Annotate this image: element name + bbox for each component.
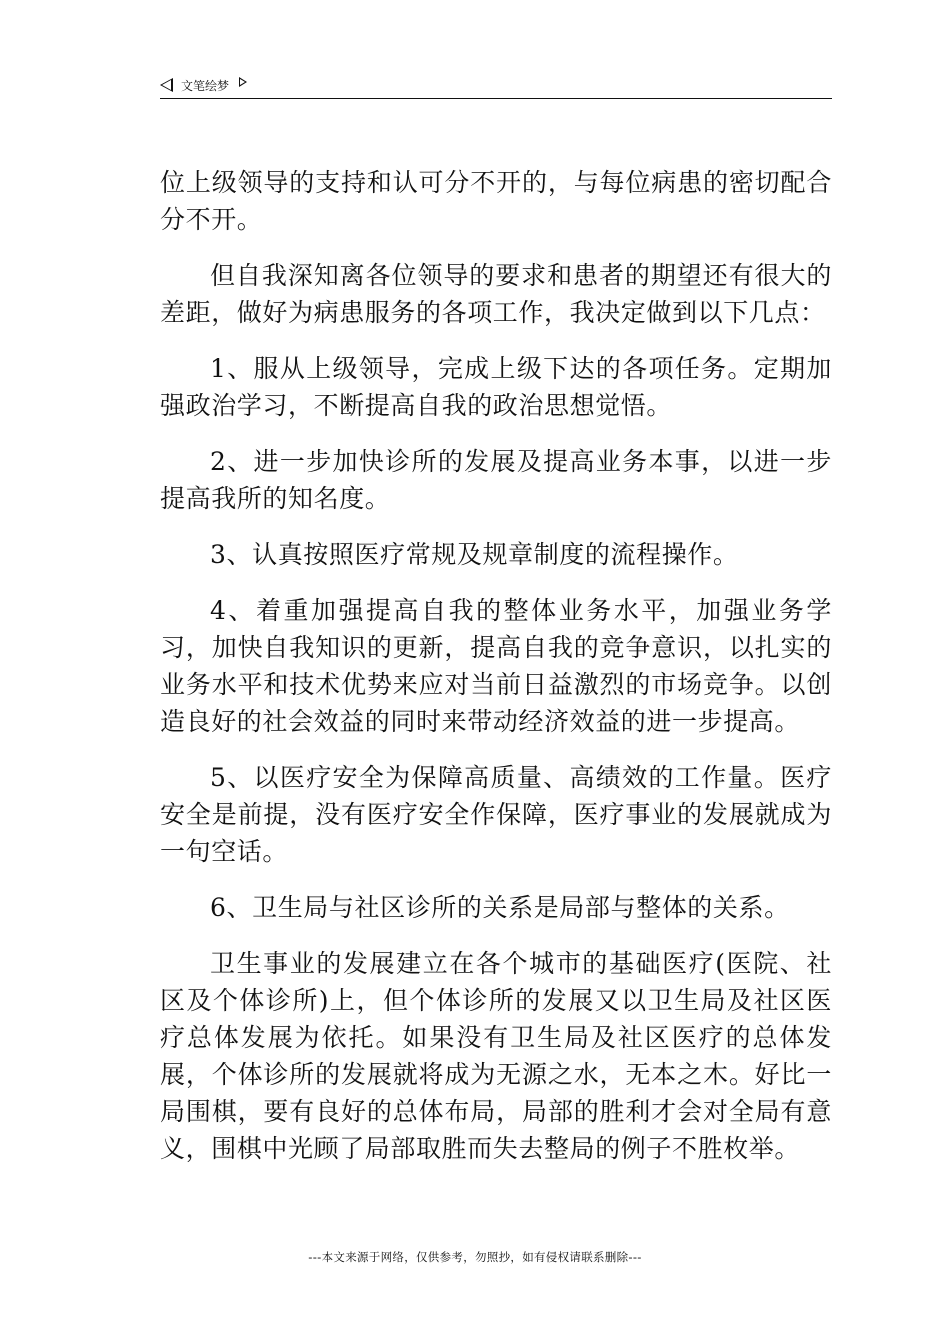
paragraph: 位上级领导的支持和认可分不开的，与每位病患的密切配合分不开。: [160, 168, 832, 234]
paragraph: 5、以医疗安全为保障高质量、高绩效的工作量。医疗安全是前提，没有医疗安全作保障，医疗事业的发展就成为一句空话。: [160, 763, 832, 866]
document-body: [160, 164, 832, 1184]
paragraph: 4、着重加强提高自我的整体业务水平，加强业务学习，加快自我知识的更新，提高自我的竞争意识，以扎实的业务水平和技术优势来应对当前日益激烈的市场竞争。以创造良好的社会效益的同时来带动经济效益的进一步提高。: [160, 596, 832, 736]
paragraph: 但自我深知离各位领导的要求和患者的期望还有很大的差距，做好为病患服务的各项工作，我决定做到以下几点：: [160, 261, 832, 327]
footer-disclaimer: ---本文来源于网络，仅供参考，勿照抄，如有侵权请联系删除---: [308, 1250, 642, 1264]
paragraph: 6、卫生局与社区诊所的关系是局部与整体的关系。: [210, 893, 790, 922]
paragraph: 2、进一步加快诊所的发展及提高业务本事，以进一步提高我所的知名度。: [160, 447, 832, 513]
page-header: [160, 74, 832, 96]
paragraph: 3、认真按照医疗常规及规章制度的流程操作。: [210, 540, 739, 569]
paragraph: 卫生事业的发展建立在各个城市的基础医疗(医院、社区及个体诊所)上，但个体诊所的发展又以卫生局及社区医疗总体发展为依托。如果没有卫生局及社区医疗的总体发展，个体诊所的发展就将成为无源之水，无本之木。好比一局围棋，要有良好的总体布局，局部的胜利才会对全局有意义，围棋中光顾了局部取胜而失去整局的例子不胜枚举。: [160, 949, 832, 1163]
triangle-right-icon: [239, 77, 247, 87]
header-title: 文笔绘梦: [181, 78, 230, 93]
header-divider: [160, 98, 832, 99]
triangle-left-icon: [160, 78, 173, 92]
paragraph: 1、服从上级领导，完成上级下达的各项任务。定期加强政治学习，不断提高自我的政治思想觉悟。: [160, 354, 832, 420]
